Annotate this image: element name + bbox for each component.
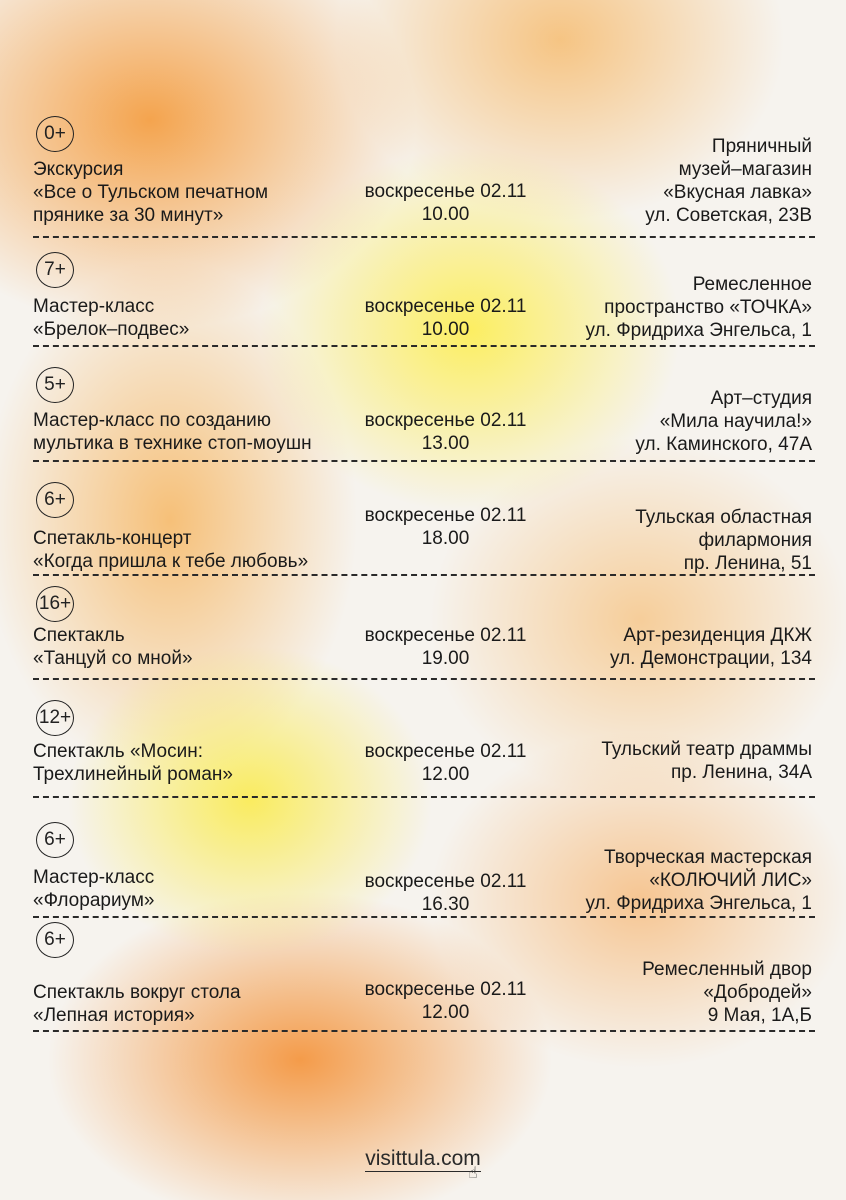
event-title: Спетакль-концерт «Когда пришла к тебе любовь» bbox=[33, 528, 309, 572]
event-datetime: воскресенье 02.11 12.00 bbox=[364, 979, 527, 1023]
event-datetime: воскресенье 02.11 18.00 bbox=[364, 505, 527, 549]
event-title: Мастер-класс «Брелок–подвес» bbox=[33, 296, 190, 340]
event-venue: Арт-резиденция ДКЖ ул. Демонстрации, 134 bbox=[610, 625, 812, 669]
event-title: Спектакль «Мосин: Трехлинейный роман» bbox=[33, 741, 233, 785]
event-datetime: воскресенье 02.11 19.00 bbox=[364, 625, 527, 669]
age-rating-badge: 5+ bbox=[36, 367, 74, 403]
event-row bbox=[33, 116, 815, 238]
age-rating-badge: 12+ bbox=[36, 700, 74, 736]
age-rating-badge: 7+ bbox=[36, 252, 74, 288]
event-title: Спектакль вокруг стола «Лепная история» bbox=[33, 982, 241, 1026]
event-datetime: воскресенье 02.11 10.00 bbox=[364, 181, 527, 225]
event-row bbox=[33, 922, 815, 1032]
event-row bbox=[33, 822, 815, 918]
event-title: Мастер-класс «Флорариум» bbox=[33, 867, 155, 911]
event-datetime: воскресенье 02.11 16.30 bbox=[364, 871, 527, 915]
event-row bbox=[33, 252, 815, 347]
event-venue: Пряничный музей–магазин «Вкусная лавка» ул. Советская, 23В bbox=[645, 136, 812, 226]
event-venue: Тульский театр драммы пр. Ленина, 34А bbox=[601, 739, 812, 783]
event-datetime: воскресенье 02.11 13.00 bbox=[364, 410, 527, 454]
age-rating-badge: 6+ bbox=[36, 482, 74, 518]
footer bbox=[0, 1147, 846, 1171]
website-link[interactable]: visittula.com bbox=[365, 1147, 481, 1170]
event-row bbox=[33, 586, 815, 680]
age-rating-badge: 0+ bbox=[36, 116, 74, 152]
age-rating-badge: 6+ bbox=[36, 922, 74, 958]
event-venue: Арт–студия «Мила научила!» ул. Каминского, 47А bbox=[635, 388, 812, 455]
event-venue: Ремесленное пространство «ТОЧКА» ул. Фридриха Энгельса, 1 bbox=[585, 274, 812, 341]
event-venue: Тульская областная филармония пр. Ленина, 51 bbox=[635, 507, 812, 574]
age-rating-badge: 6+ bbox=[36, 822, 74, 858]
event-datetime: воскресенье 02.11 10.00 bbox=[364, 296, 527, 340]
age-rating-badge: 16+ bbox=[36, 586, 74, 622]
event-title: Спектакль «Танцуй со мной» bbox=[33, 625, 193, 669]
event-row bbox=[33, 482, 815, 576]
event-row bbox=[33, 367, 815, 462]
hand-pointer-icon: ☝ bbox=[468, 1165, 478, 1182]
event-title: Экскурсия «Все о Тульском печатном прянике за 30 минут» bbox=[33, 159, 269, 226]
event-title: Мастер-класс по созданию мультика в технике стоп-моушн bbox=[33, 410, 312, 454]
event-row bbox=[33, 700, 815, 798]
event-venue: Ремесленный двор «Добродей» 9 Мая, 1А,Б bbox=[642, 959, 812, 1026]
event-datetime: воскресенье 02.11 12.00 bbox=[364, 741, 527, 785]
event-venue: Творческая мастерская «КОЛЮЧИЙ ЛИС» ул. Фридриха Энгельса, 1 bbox=[585, 847, 812, 914]
